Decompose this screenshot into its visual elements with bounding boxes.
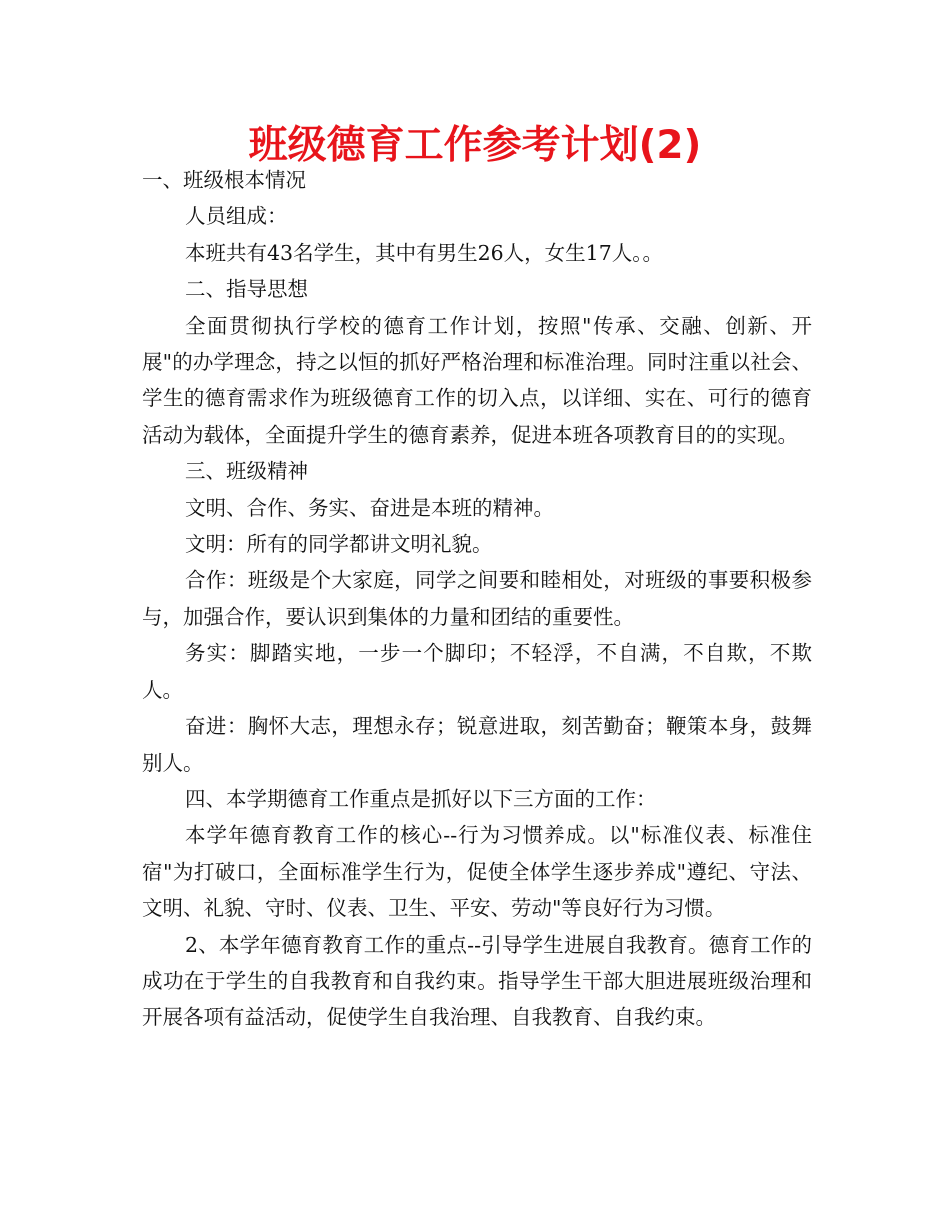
paragraph: 本学年德育教育工作的核心--行为习惯养成。以"标准仪表、标准住宿"为打破口，全面标准学生行为，促使全体学生逐步养成"遵纪、守法、文明、礼貌、守时、仪表、卫生、平安、劳动"等良好行为习惯。 xyxy=(142,823,812,921)
document-body xyxy=(142,162,812,1036)
paragraph: 奋进：胸怀大志，理想永存；锐意进取，刻苦勤奋；鞭策本身，鼓舞别人。 xyxy=(142,714,812,775)
section-heading-1: 一、班级根本情况 xyxy=(142,168,306,192)
section-heading-3: 三、班级精神 xyxy=(185,459,308,484)
section-heading-4: 四、本学期德育工作重点是抓好以下三方面的工作： xyxy=(185,786,657,811)
paragraph: 文明、合作、务实、奋进是本班的精神。 xyxy=(185,495,554,520)
document-title: 班级德育工作参考计划(2) xyxy=(248,123,702,168)
paragraph: 务实：脚踏实地，一步一个脚印；不轻浮，不自满，不自欺，不欺人。 xyxy=(142,641,812,702)
section-heading-2: 二、指导思想 xyxy=(185,277,308,302)
paragraph: 文明：所有的同学都讲文明礼貌。 xyxy=(185,532,493,557)
paragraph: 本班共有43名学生，其中有男生26人，女生17人。。 xyxy=(185,240,664,265)
paragraph: 人员组成： xyxy=(185,204,288,229)
paragraph: 全面贯彻执行学校的德育工作计划，按照"传承、交融、创新、开展"的办学理念，持之以恒的抓好严格治理和标准治理。同时注重以社会、学生的德育需求作为班级德育工作的切入点，以详细、实在、可行的德育活动为载体，全面提升学生的德育素养，促进本班各项教育目的的实现。 xyxy=(142,313,812,447)
paragraph: 2、本学年德育教育工作的重点--引导学生进展自我教育。德育工作的成功在于学生的自我教育和自我约束。指导学生干部大胆进展班级治理和开展各项有益活动，促使学生自我治理、自我教育、自我约束。 xyxy=(142,932,812,1030)
paragraph: 合作：班级是个大家庭，同学之间要和睦相处，对班级的事要积极参与，加强合作，要认识到集体的力量和团结的重要性。 xyxy=(142,568,812,629)
